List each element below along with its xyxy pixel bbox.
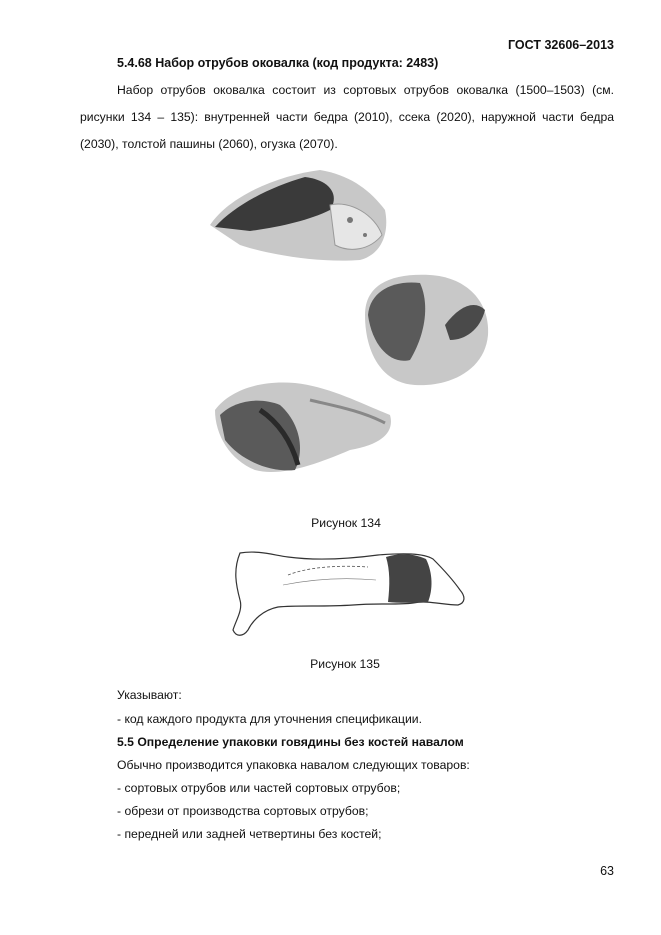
meat-cut-1 (210, 170, 386, 261)
figure-135-caption: Рисунок 135 (310, 657, 380, 671)
meat-cut-2 (365, 275, 488, 385)
section-5-5-title: 5.5 Определение упаковки говядины без костей навалом (117, 735, 464, 749)
figure-134-illustration (200, 165, 500, 495)
figure-135-illustration (228, 545, 473, 645)
paragraph-text: Набор отрубов оковалка состоит из сортовых отрубов оковалка (1500–1503) (см. рисунки 134 – 135): внутренней части бедра (2010), ссека (2020), наружной части бедра (2030), толстой пашины (2060), огузка (2070). (80, 83, 614, 151)
list-item: - сортовых отрубов или частей сортовых отрубов; (117, 781, 401, 795)
list-item: - передней или задней четвертины без костей; (117, 827, 382, 841)
meat-cut-3 (215, 382, 391, 472)
section-paragraph (80, 77, 614, 158)
list-item: - обрези от производства сортовых отрубов; (117, 804, 369, 818)
specify-item: - код каждого продукта для уточнения спецификации. (117, 712, 422, 726)
page-number: 63 (600, 864, 614, 878)
section-title: 5.4.68 Набор отрубов оковалка (код продукта: 2483) (117, 56, 439, 70)
figure-134-caption: Рисунок 134 (311, 516, 381, 530)
specify-lead: Указывают: (117, 688, 182, 702)
standard-number: ГОСТ 32606–2013 (508, 38, 614, 52)
section-5-5-intro: Обычно производится упаковка навалом следующих товаров: (117, 758, 470, 772)
